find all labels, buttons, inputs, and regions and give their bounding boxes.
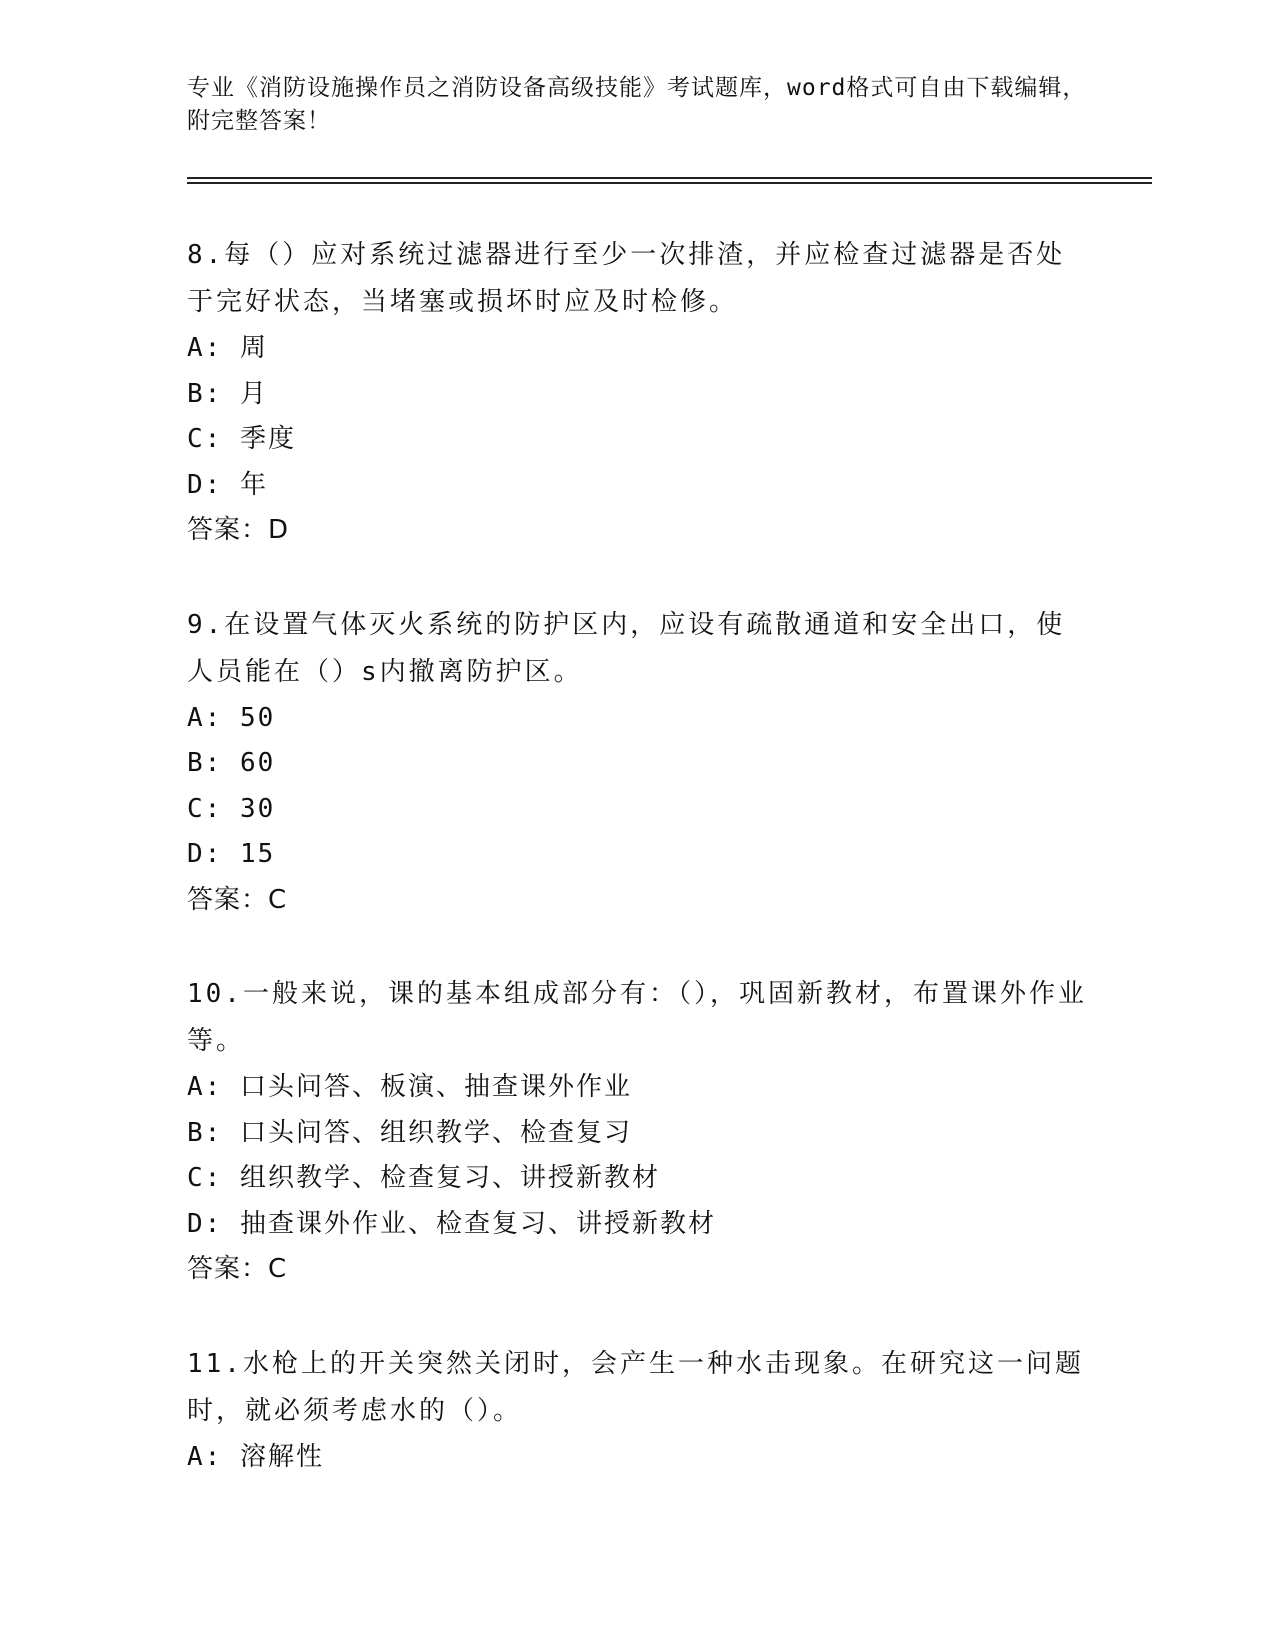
- question-stem: 9.在设置气体灭火系统的防护区内，应设有疏散通道和安全出口，使人员能在（）s内撤离防护区。: [187, 609, 1066, 687]
- question-10: [187, 971, 1087, 1293]
- question-11: [187, 1341, 1087, 1481]
- question-list: [187, 232, 1087, 1528]
- header-divider-top: [187, 177, 1152, 179]
- option-b: B: 60: [187, 748, 276, 778]
- question-stem: 11.水枪上的开关突然关闭时，会产生一种水击现象。在研究这一问题时，就必须考虑水的（）。: [187, 1348, 1084, 1426]
- option-a: A: 50: [187, 702, 276, 733]
- option-d: D: 年: [187, 469, 268, 500]
- option-a: A: 口头问答、板演、抽查课外作业: [187, 1072, 632, 1102]
- question-stem: 10.一般来说，课的基本组成部分有：（），巩固新教材，布置课外作业等。: [187, 979, 1087, 1056]
- document-header: 专业《消防设施操作员之消防设备高级技能》考试题库，word格式可自由下载编辑，附完整答案！: [187, 75, 1087, 134]
- option-b: B: 口头问答、组织教学、检查复习: [187, 1117, 632, 1148]
- option-c: C: 组织教学、检查复习、讲授新教材: [187, 1163, 660, 1193]
- question-8: [187, 232, 1087, 554]
- header-divider-bottom: [187, 182, 1152, 184]
- option-d: D: 15: [187, 839, 276, 869]
- option-c: C: 季度: [187, 424, 296, 454]
- option-c: C: 30: [187, 793, 276, 824]
- answer: 答案：C: [187, 884, 288, 915]
- question-stem: 8.每（）应对系统过滤器进行至少一次排渣，并应检查过滤器是否处于完好状态，当堵塞或损坏时应及时检修。: [187, 240, 1066, 317]
- option-a: A: 溶解性: [187, 1441, 324, 1472]
- option-d: D: 抽查课外作业、检查复习、讲授新教材: [187, 1208, 716, 1239]
- answer: 答案：D: [187, 515, 290, 545]
- answer: 答案：C: [187, 1254, 288, 1284]
- option-b: B: 月: [187, 378, 268, 409]
- option-a: A: 周: [187, 333, 268, 363]
- question-9: [187, 602, 1087, 924]
